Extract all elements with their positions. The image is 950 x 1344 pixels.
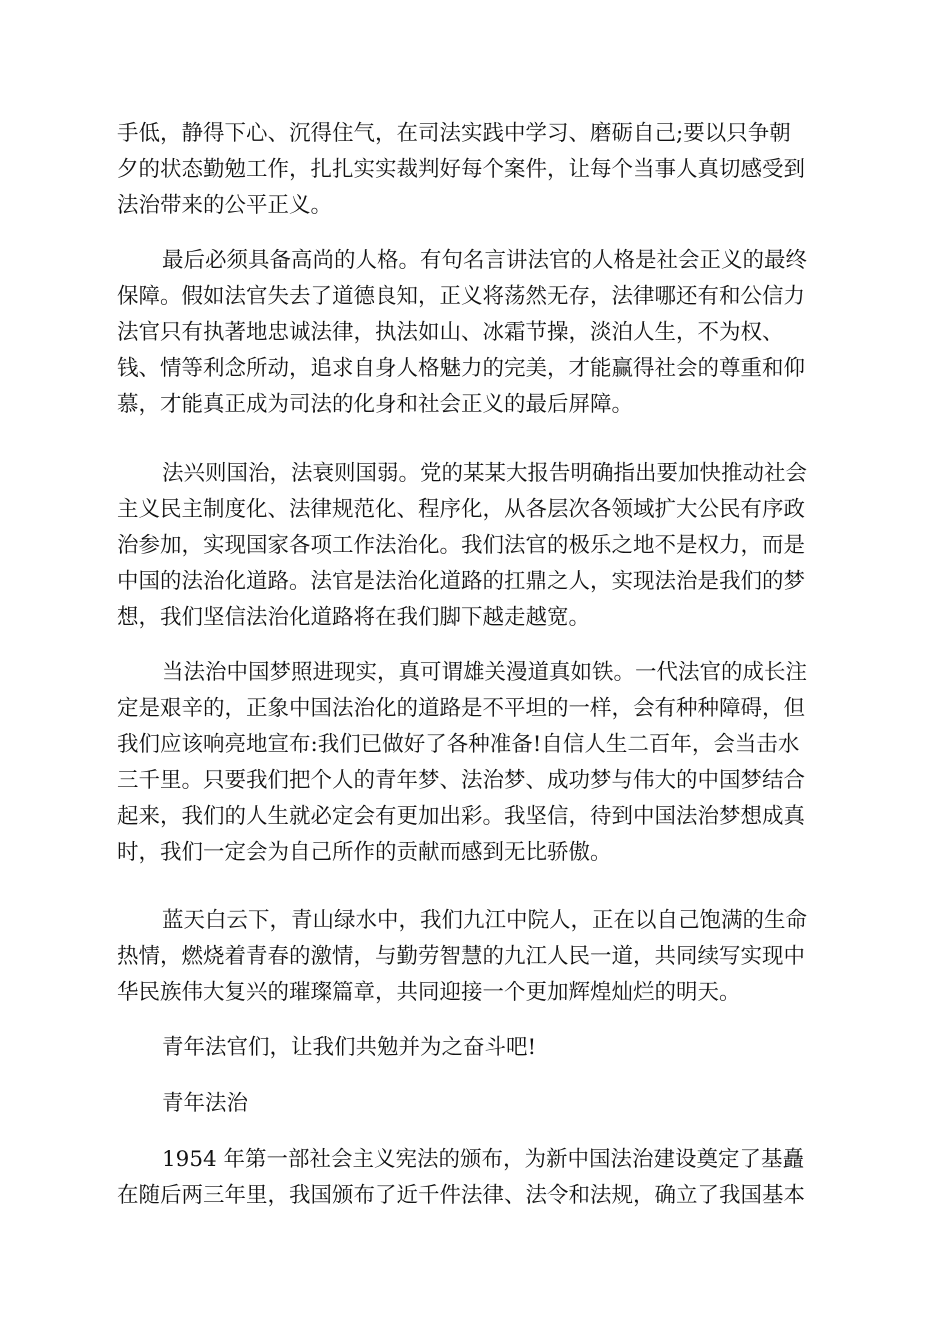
text-line: 主义民主制度化、法律规范化、程序化，从各层次各领域扩大公民有序政 [117, 497, 806, 522]
paragraph [117, 655, 833, 871]
text-line: 在随后两三年里，我国颁布了近千件法律、法令和法规，确立了我国基本 [117, 1183, 806, 1208]
paragraph [117, 1142, 833, 1214]
paragraph [117, 116, 833, 224]
text-line: 三千里。只要我们把个人的青年梦、法治梦、成功梦与伟大的中国梦结合 [117, 768, 806, 793]
text-line: 青年法官们，让我们共勉并为之奋斗吧! [162, 1035, 537, 1060]
text-line: 夕的状态勤勉工作，扎扎实实裁判好每个案件，让每个当事人真切感受到 [117, 157, 806, 182]
text-line: 中国的法治化道路。法官是法治化道路的扛鼎之人，实现法治是我们的梦 [117, 569, 806, 594]
paragraph [117, 903, 833, 1011]
text-line: 蓝天白云下，青山绿水中，我们九江中院人，正在以自己饱满的生命 [162, 908, 808, 933]
text-line: 青年法治 [162, 1091, 249, 1116]
text-line: 法兴则国治，法衰则国弱。党的某某大报告明确指出要加快推动社会 [162, 461, 808, 486]
text-line: 1954 年第一部社会主义宪法的颁布，为新中国法治建设奠定了基矗 [162, 1147, 805, 1172]
text-line: 热情，燃烧着青春的激情，与勤劳智慧的九江人民一道，共同续写实现中 [117, 944, 806, 969]
text-line: 华民族伟大复兴的璀璨篇章，共同迎接一个更加辉煌灿烂的明天。 [117, 980, 741, 1005]
section-title [117, 1086, 833, 1122]
text-line: 我们应该响亮地宣布:我们已做好了各种准备!自信人生二百年，会当击水 [117, 732, 800, 757]
text-line: 钱、情等利念所动，追求自身人格魅力的完美，才能赢得社会的尊重和仰 [117, 356, 806, 381]
text-line: 手低，静得下心、沉得住气，在司法实践中学习、磨砺自己;要以只争朝 [117, 121, 791, 146]
text-line: 治参加，实现国家各项工作法治化。我们法官的极乐之地不是权力，而是 [117, 533, 806, 558]
paragraph [117, 456, 833, 636]
text-line: 保障。假如法官失去了道德良知，正义将荡然无存，法律哪还有和公信力 [117, 284, 806, 309]
text-line: 最后必须具备高尚的人格。有句名言讲法官的人格是社会正义的最终 [162, 248, 808, 273]
text-line: 慕，才能真正成为司法的化身和社会正义的最后屏障。 [117, 392, 634, 417]
text-line: 法官只有执著地忠诚法律，执法如山、冰霜节操，淡泊人生，不为权、 [117, 320, 784, 345]
text-line: 当法治中国梦照进现实，真可谓雄关漫道真如铁。一代法官的成长注 [162, 660, 808, 685]
text-line: 法治带来的公平正义。 [117, 193, 333, 218]
paragraph [117, 243, 833, 423]
text-line: 定是艰辛的，正象中国法治化的道路是不平坦的一样，会有种种障碍，但 [117, 696, 806, 721]
paragraph [117, 1030, 833, 1066]
text-line: 想，我们坚信法治化道路将在我们脚下越走越宽。 [117, 605, 591, 630]
text-line: 起来，我们的人生就必定会有更加出彩。我坚信，待到中国法治梦想成真 [117, 804, 806, 829]
text-line: 时，我们一定会为自己所作的贡献而感到无比骄傲。 [117, 840, 612, 865]
